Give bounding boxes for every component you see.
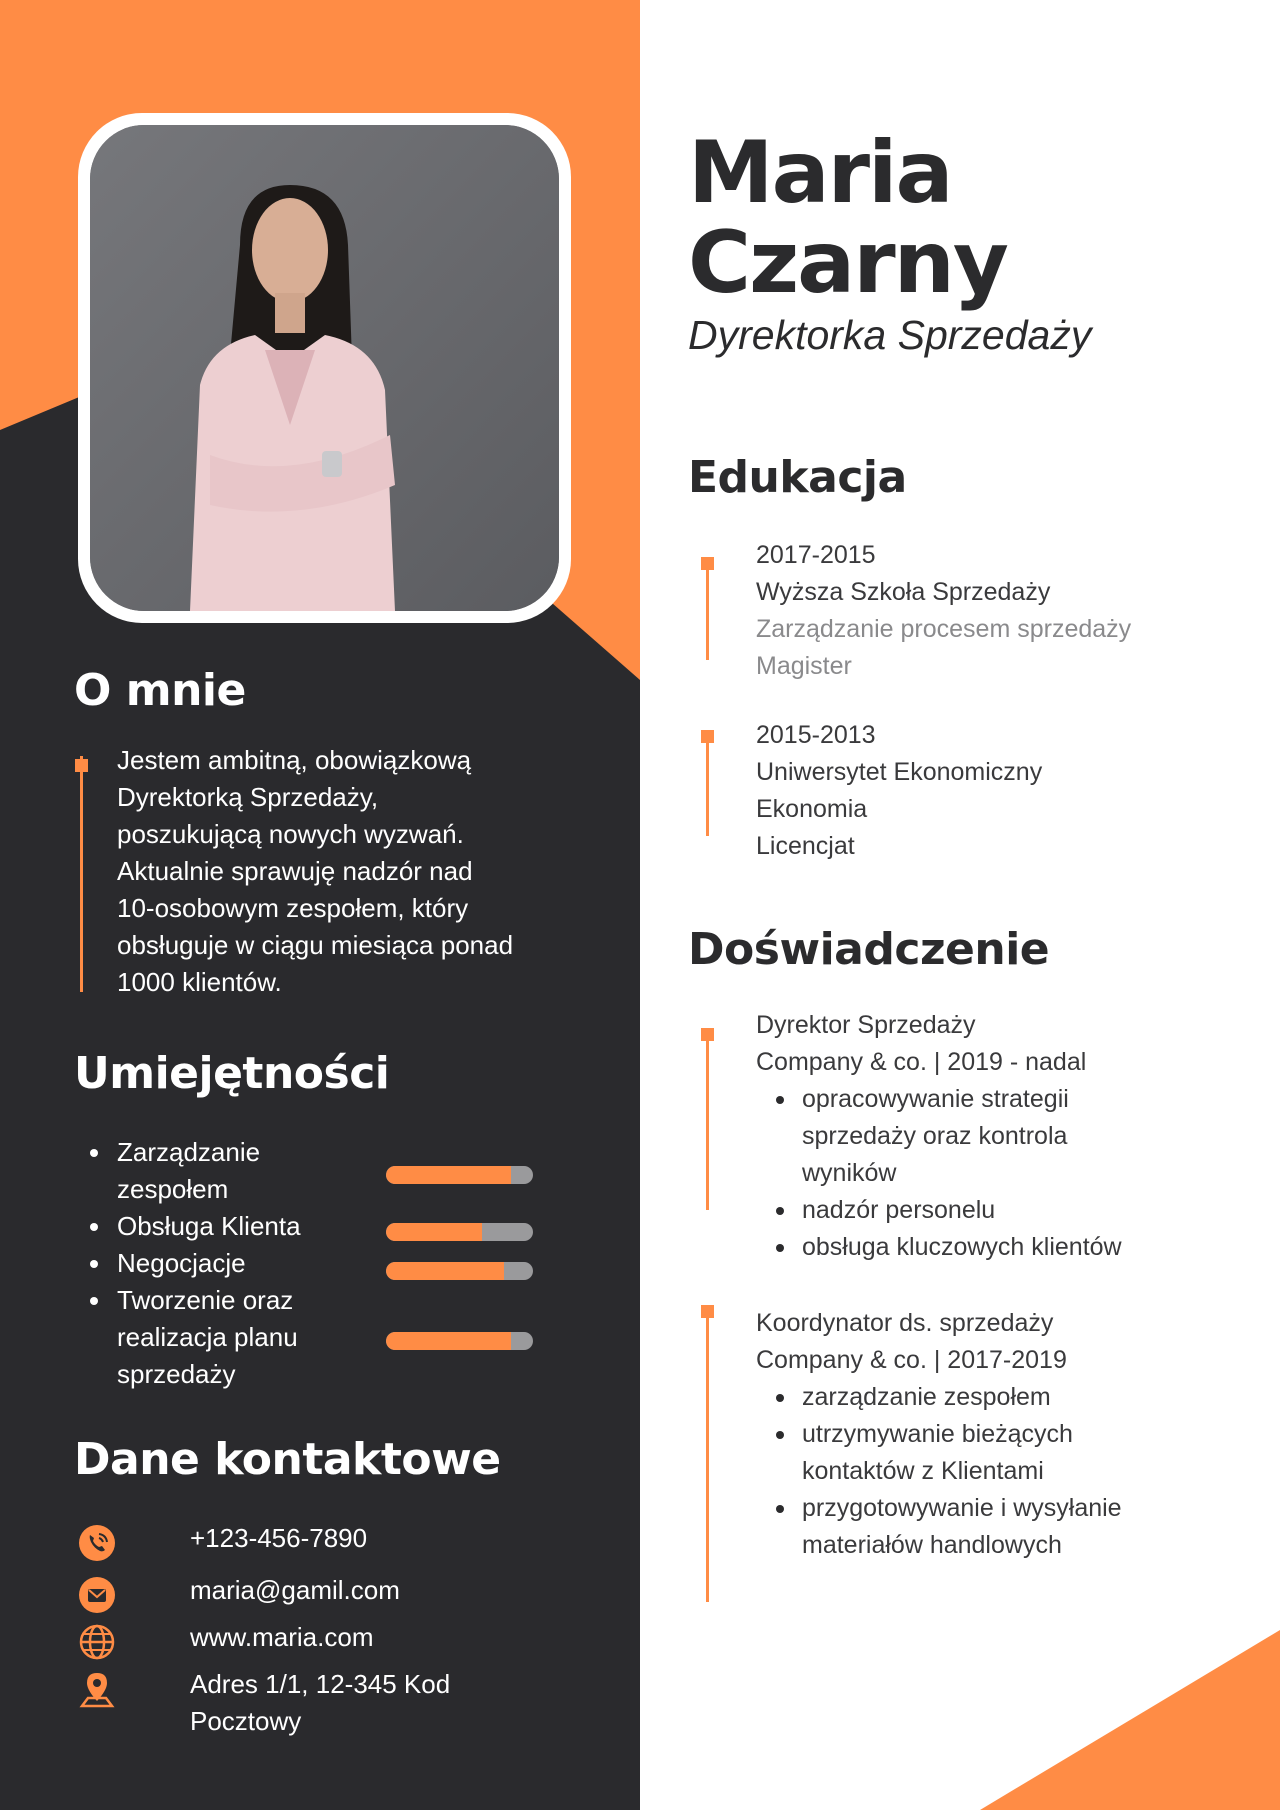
experience-role: Koordynator ds. sprzedaży xyxy=(756,1309,1054,1337)
job-title: Dyrektorka Sprzedaży xyxy=(688,312,1092,358)
experience-timeline-line xyxy=(706,1030,709,1210)
experience-company: Company & co. | 2019 - nadal xyxy=(756,1048,1087,1076)
duty-item xyxy=(756,1229,1122,1266)
experience-duties xyxy=(756,1081,1122,1266)
envelope-icon xyxy=(78,1576,116,1614)
experience-timeline-marker xyxy=(701,1305,714,1318)
education-degree: Magister xyxy=(756,652,852,680)
about-title: O mnie xyxy=(74,665,246,716)
corner-accent-triangle xyxy=(980,1630,1280,1810)
skill-label: zespołem xyxy=(117,1174,229,1204)
experience-timeline-marker xyxy=(701,1028,714,1041)
profile-photo-frame xyxy=(78,113,571,623)
duty-line: zarządzanie zespołem xyxy=(802,1383,1051,1411)
skill-level-bar xyxy=(386,1166,533,1184)
about-timeline-marker xyxy=(75,759,88,772)
education-field: Zarządzanie procesem sprzedaży xyxy=(756,615,1132,643)
skill-level-bar xyxy=(386,1223,533,1241)
education-entry xyxy=(756,537,1131,685)
duty-item xyxy=(756,1416,1122,1490)
skill-label: Zarządzanie xyxy=(117,1137,261,1167)
about-timeline-line xyxy=(80,756,83,992)
skill-label: Tworzenie oraz xyxy=(117,1285,294,1315)
skill-label: realizacja planu xyxy=(117,1322,298,1352)
education-title: Edukacja xyxy=(688,452,907,503)
contact-title: Dane kontaktowe xyxy=(74,1434,501,1485)
education-timeline-marker xyxy=(701,730,714,743)
experience-title: Doświadczenie xyxy=(688,924,1050,975)
skill-level-fill xyxy=(386,1223,482,1241)
skills-list xyxy=(88,1134,368,1393)
contact-email[interactable]: maria@gamil.com xyxy=(190,1575,400,1605)
skill-item xyxy=(88,1245,368,1282)
full-name xyxy=(688,123,1007,313)
phone-icon xyxy=(78,1524,116,1562)
education-timeline-line xyxy=(706,740,709,836)
globe-icon xyxy=(78,1623,116,1661)
about-line: poszukującą nowych wyzwań. xyxy=(117,819,464,849)
skills-title: Umiejętności xyxy=(74,1048,390,1099)
duty-line: obsługa kluczowych klientów xyxy=(802,1233,1122,1261)
skill-level-fill xyxy=(386,1332,511,1350)
about-line: Jestem ambitną, obowiązkową xyxy=(117,745,472,775)
duty-item xyxy=(756,1379,1122,1416)
education-years: 2015-2013 xyxy=(756,721,876,749)
education-timeline-marker xyxy=(701,557,714,570)
contact-address xyxy=(190,1666,490,1740)
duty-line: sprzedaży oraz kontrola xyxy=(802,1122,1068,1150)
duty-line: utrzymywanie bieżących xyxy=(802,1420,1073,1448)
contact-website-row xyxy=(78,1619,374,1661)
duty-line: kontaktów z Klientami xyxy=(802,1457,1044,1485)
contact-address-row xyxy=(78,1666,451,1736)
education-school: Uniwersytet Ekonomiczny xyxy=(756,758,1043,786)
education-timeline-line xyxy=(706,560,709,660)
duty-item xyxy=(756,1192,1122,1229)
skill-label: Obsługa Klienta xyxy=(117,1211,301,1241)
location-pin-icon xyxy=(78,1670,116,1708)
duty-item xyxy=(756,1081,1122,1192)
education-entry xyxy=(756,717,1042,865)
skill-level-fill xyxy=(386,1166,511,1184)
skill-label: sprzedaży xyxy=(117,1359,236,1389)
contact-phone[interactable]: +123-456-7890 xyxy=(190,1523,368,1553)
duty-line: przygotowywanie i wysyłanie xyxy=(802,1494,1122,1522)
experience-role: Dyrektor Sprzedaży xyxy=(756,1011,976,1039)
skill-label: Negocjacje xyxy=(117,1248,246,1278)
skill-level-bar xyxy=(386,1262,533,1280)
about-line: 10-osobowym zespołem, który xyxy=(117,893,469,923)
skill-item xyxy=(88,1208,368,1245)
contact-website[interactable]: www.maria.com xyxy=(190,1622,374,1652)
duty-line: opracowywanie strategii xyxy=(802,1085,1069,1113)
experience-duties xyxy=(756,1379,1122,1564)
education-school: Wyższa Szkoła Sprzedaży xyxy=(756,578,1051,606)
experience-entry xyxy=(756,1007,1122,1266)
contact-phone-row xyxy=(78,1520,368,1562)
skill-item xyxy=(88,1134,368,1208)
duty-line: materiałów handlowych xyxy=(802,1531,1062,1559)
first-name: Maria xyxy=(688,123,952,223)
about-line: 1000 klientów. xyxy=(117,967,282,997)
skill-level-fill xyxy=(386,1262,504,1280)
education-degree: Licencjat xyxy=(756,832,855,860)
experience-entry xyxy=(756,1305,1122,1564)
address-line: Adres 1/1, 12-345 Kod xyxy=(190,1669,451,1699)
experience-timeline-line xyxy=(706,1310,709,1602)
last-name: Czarny xyxy=(688,213,1007,313)
duty-line: wyników xyxy=(802,1159,897,1187)
contact-email-row xyxy=(78,1572,400,1614)
experience-company: Company & co. | 2017-2019 xyxy=(756,1346,1067,1374)
about-line: Aktualnie sprawuję nadzór nad xyxy=(117,856,473,886)
education-years: 2017-2015 xyxy=(756,541,876,569)
skill-item xyxy=(88,1282,368,1393)
address-line: Pocztowy xyxy=(190,1706,302,1736)
about-line: obsługuje w ciągu miesiąca ponad xyxy=(117,930,514,960)
profile-photo xyxy=(90,125,559,611)
skill-level-bar xyxy=(386,1332,533,1350)
education-field: Ekonomia xyxy=(756,795,868,823)
about-text xyxy=(117,742,587,1001)
about-line: Dyrektorką Sprzedaży, xyxy=(117,782,379,812)
duty-line: nadzór personelu xyxy=(802,1196,996,1224)
duty-item xyxy=(756,1490,1122,1564)
